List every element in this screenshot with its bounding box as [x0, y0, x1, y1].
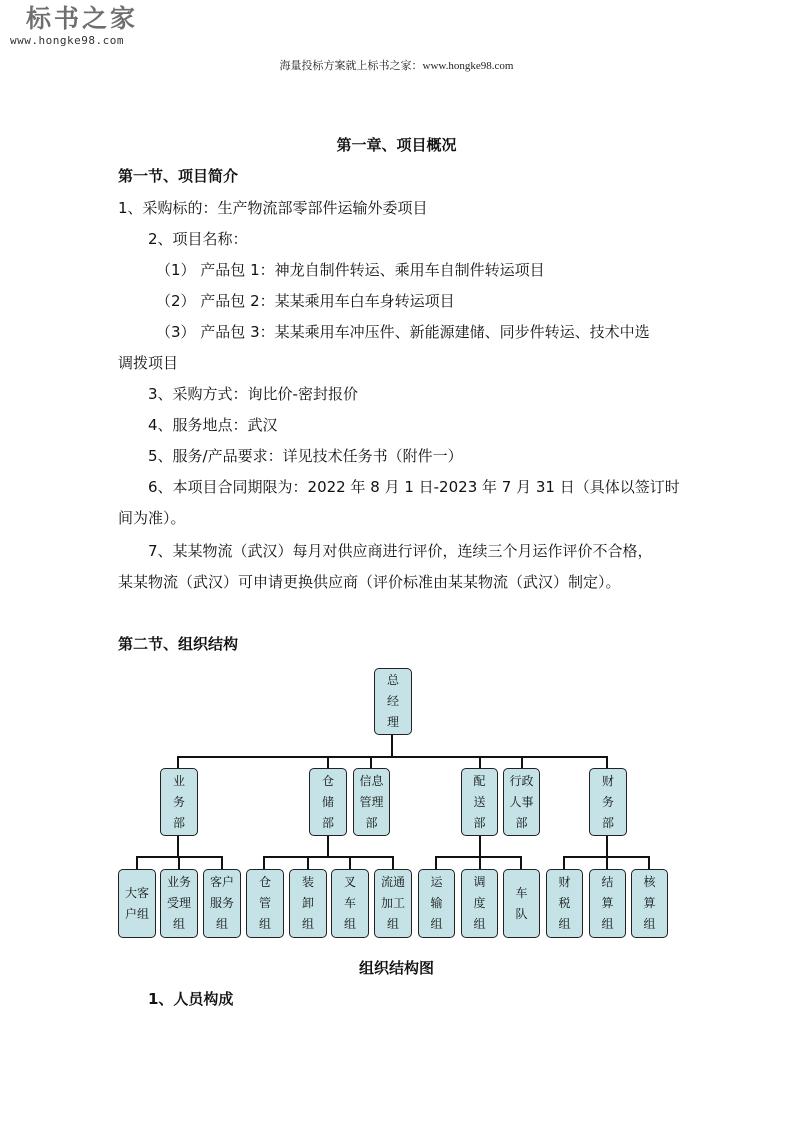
logo-text: 标书之家 [26, 4, 139, 33]
logo-url: www.hongke98.com [10, 34, 124, 47]
item-package-3-cont: 调拨项目 [118, 354, 179, 372]
connector [648, 856, 650, 869]
org-node-department: 仓 储 部 [309, 768, 347, 836]
item-contract-period-cont: 间为准）。 [118, 509, 186, 527]
connector [307, 856, 309, 869]
connector [563, 856, 565, 869]
item-purchase-method: 3、采购方式：询比价-密封报价 [148, 385, 358, 403]
connector [349, 856, 351, 869]
item-service-requirement: 5、服务/产品要求：详见技术任务书（附件一） [148, 447, 463, 465]
org-node-group: 业务 受理 组 [160, 869, 198, 938]
item-evaluation-cont: 某某物流（武汉）可申请更换供应商（评价标准由某某物流（武汉）制定）。 [118, 573, 621, 591]
connector [479, 836, 481, 858]
item-service-location: 4、服务地点：武汉 [148, 416, 278, 434]
item-package-1: （1） 产品包 1：神龙自制件转运、乘用车自制件转运项目 [156, 261, 545, 279]
org-node-group: 调 度 组 [461, 869, 498, 938]
org-node-group: 车 队 [503, 869, 540, 938]
connector [520, 856, 522, 869]
connector [370, 756, 372, 768]
section-title-org: 第二节、组织结构 [118, 635, 239, 653]
org-node-group: 装 卸 组 [289, 869, 327, 938]
connector [177, 836, 179, 858]
connector [221, 856, 223, 869]
connector [263, 856, 265, 869]
section-title-intro: 第一节、项目简介 [118, 167, 239, 185]
item-package-3: （3） 产品包 3：某某乘用车冲压件、新能源建储、同步件转运、技术中选 [156, 323, 650, 341]
org-node-department: 信息 管理 部 [353, 768, 390, 836]
connector [177, 756, 179, 768]
sub-heading-staffing: 1、人员构成 [148, 990, 234, 1008]
connector [177, 756, 608, 758]
item-project-name: 2、项目名称： [148, 230, 248, 248]
item-purchase-target: 1、采购标的：生产物流部零部件运输外委项目 [118, 199, 428, 217]
org-node-department: 配 送 部 [461, 768, 498, 836]
org-node-department: 业 务 部 [160, 768, 198, 836]
connector [521, 756, 523, 768]
org-node-department: 财 务 部 [589, 768, 627, 836]
chapter-title: 第一章、项目概况 [336, 136, 457, 154]
connector [391, 734, 393, 758]
org-node-group: 结 算 组 [589, 869, 626, 938]
org-node-group: 流通 加工 组 [374, 869, 412, 938]
item-contract-period: 6、本项目合同期限为：2022 年 8 月 1 日-2023 年 7 月 31 日（具体以签订时 [148, 478, 680, 496]
item-evaluation: 7、某某物流（武汉）每月对供应商进行评价，连续三个月运作评价不合格， [148, 542, 653, 560]
connector [606, 756, 608, 768]
org-node-group: 核 算 组 [631, 869, 668, 938]
connector [435, 856, 521, 858]
connector [327, 756, 329, 768]
connector [606, 836, 608, 858]
page-header: 海量投标方案就上标书之家：www.hongke98.com [279, 60, 514, 72]
connector [606, 856, 608, 869]
connector [327, 836, 329, 858]
connector [435, 856, 437, 869]
org-node-department: 行政 人事 部 [503, 768, 540, 836]
connector [479, 856, 481, 869]
connector [178, 856, 180, 869]
org-node-group: 客户 服务 组 [203, 869, 241, 938]
org-node-group: 仓 管 组 [246, 869, 284, 938]
org-node-group: 运 输 组 [418, 869, 455, 938]
org-node-group: 大客 户组 [118, 869, 156, 938]
org-node-group: 叉 车 组 [331, 869, 369, 938]
connector [136, 856, 138, 869]
site-logo [10, 4, 160, 47]
connector [479, 756, 481, 768]
item-package-2: （2） 产品包 2：某某乘用车白车身转运项目 [156, 292, 455, 310]
org-node-general-manager: 总 经 理 [374, 668, 412, 735]
connector [392, 856, 394, 869]
connector [263, 856, 393, 858]
figure-caption: 组织结构图 [358, 959, 434, 977]
org-node-group: 财 税 组 [546, 869, 583, 938]
